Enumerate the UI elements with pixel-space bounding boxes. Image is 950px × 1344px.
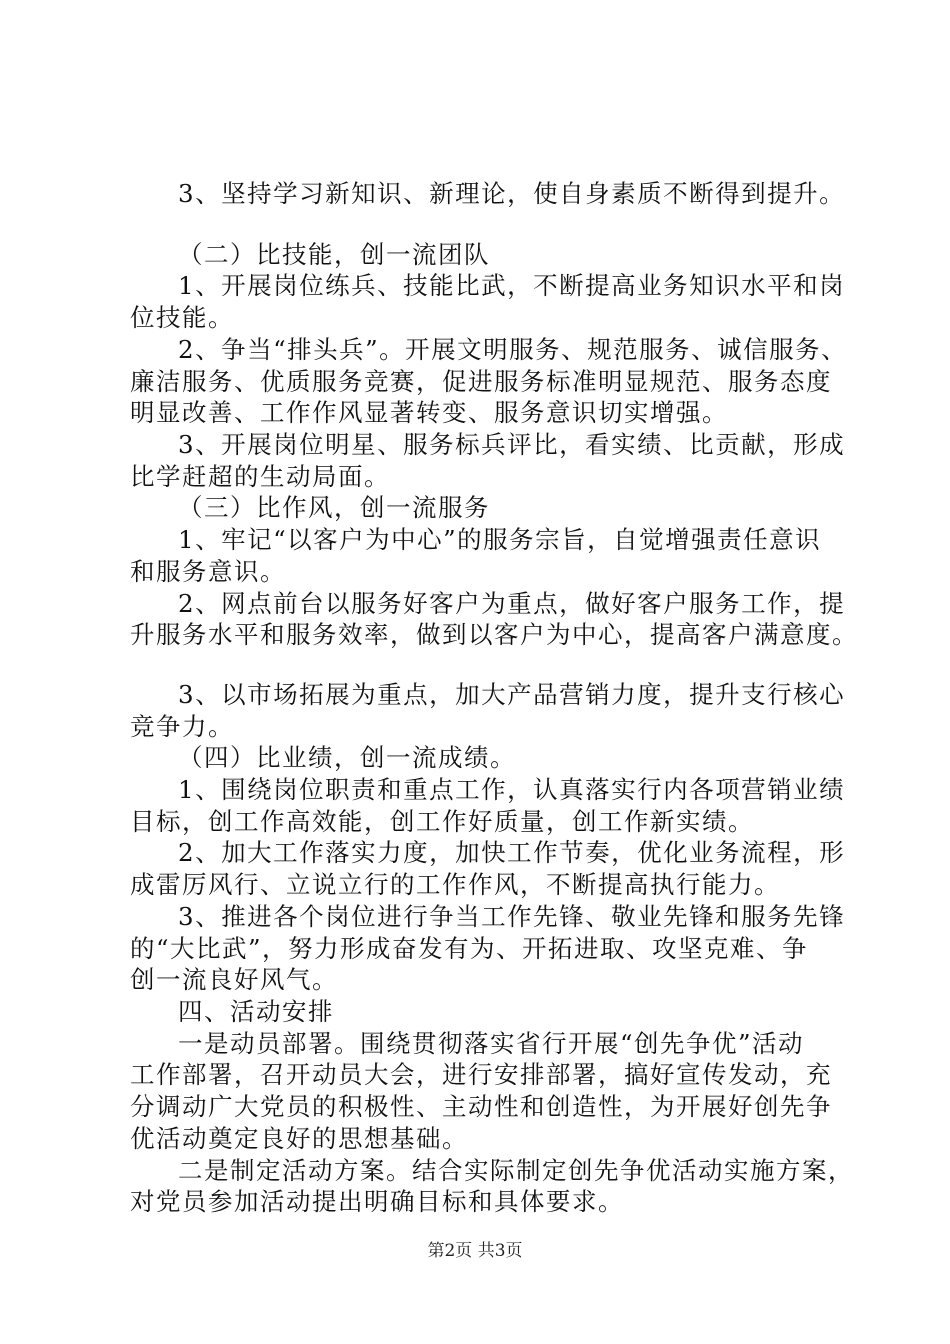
- text-line: 一是动员部署。围绕贯彻落实省行开展“创先争优”活动: [178, 1029, 805, 1058]
- text-line: 的“大比武”，努力形成奋发有为、开拓进取、攻坚克难、争: [130, 934, 809, 963]
- section-heading: （二）比技能，创一流团队: [178, 240, 490, 269]
- text-line: 分调动广大党员的积极性、主动性和创造性，为开展好创先争: [130, 1092, 832, 1121]
- text-line: 明显改善、工作作风显著转变、服务意识切实增强。: [130, 398, 728, 427]
- text-line: 2、加大工作落实力度，加快工作节奏，优化业务流程，形: [178, 838, 846, 867]
- text-line: 工作部署，召开动员大会，进行安排部署，搞好宣传发动，充: [130, 1060, 832, 1089]
- text-line: 1、开展岗位练兵、技能比武，不断提高业务知识水平和岗: [178, 271, 846, 300]
- section-heading: （三）比作风，创一流服务: [178, 493, 490, 522]
- text-line: 和服务意识。: [130, 557, 286, 586]
- text-line: 3、以市场拓展为重点，加大产品营销力度，提升支行核心: [178, 680, 846, 709]
- text-line: 位技能。: [130, 303, 234, 332]
- text-line: 目标，创工作高效能，创工作好质量，创工作新实绩。: [130, 807, 754, 836]
- section-heading: （四）比业绩，创一流成绩。: [178, 743, 516, 772]
- text-line: 升服务水平和服务效率，做到以客户为中心，提高客户满意度。: [130, 620, 858, 649]
- text-line: 3、推进各个岗位进行争当工作先锋、敬业先锋和服务先锋: [178, 902, 846, 931]
- text-line: 竞争力。: [130, 712, 234, 741]
- text-line: 1、围绕岗位职责和重点工作，认真落实行内各项营销业绩: [178, 775, 846, 804]
- text-line: 二是制定活动方案。结合实际制定创先争优活动实施方案，: [178, 1156, 854, 1185]
- text-line: 3、开展岗位明星、服务标兵评比，看实绩、比贡献，形成: [178, 430, 846, 459]
- text-line: 廉洁服务、优质服务竞赛，促进服务标准明显规范、服务态度: [130, 367, 832, 396]
- text-line: 2、网点前台以服务好客户为重点，做好客户服务工作，提: [178, 589, 846, 618]
- text-line: 比学赶超的生动局面。: [130, 462, 390, 491]
- text-line: 创一流良好风气。: [130, 965, 338, 994]
- text-line: 3、坚持学习新知识、新理论，使自身素质不断得到提升。: [178, 179, 846, 208]
- text-line: 对党员参加活动提出明确目标和具体要求。: [130, 1187, 624, 1216]
- text-line: 优活动奠定良好的思想基础。: [130, 1124, 468, 1153]
- text-line: 1、牢记“以客户为中心”的服务宗旨，自觉增强责任意识: [178, 525, 822, 554]
- text-line: 2、争当“排头兵”。开展文明服务、规范服务、诚信服务、: [178, 335, 848, 364]
- page-number: 第2页 共3页: [427, 1241, 523, 1261]
- text-line: 成雷厉风行、立说立行的工作作风，不断提高执行能力。: [130, 870, 780, 899]
- section-heading: 四、活动安排: [178, 997, 334, 1026]
